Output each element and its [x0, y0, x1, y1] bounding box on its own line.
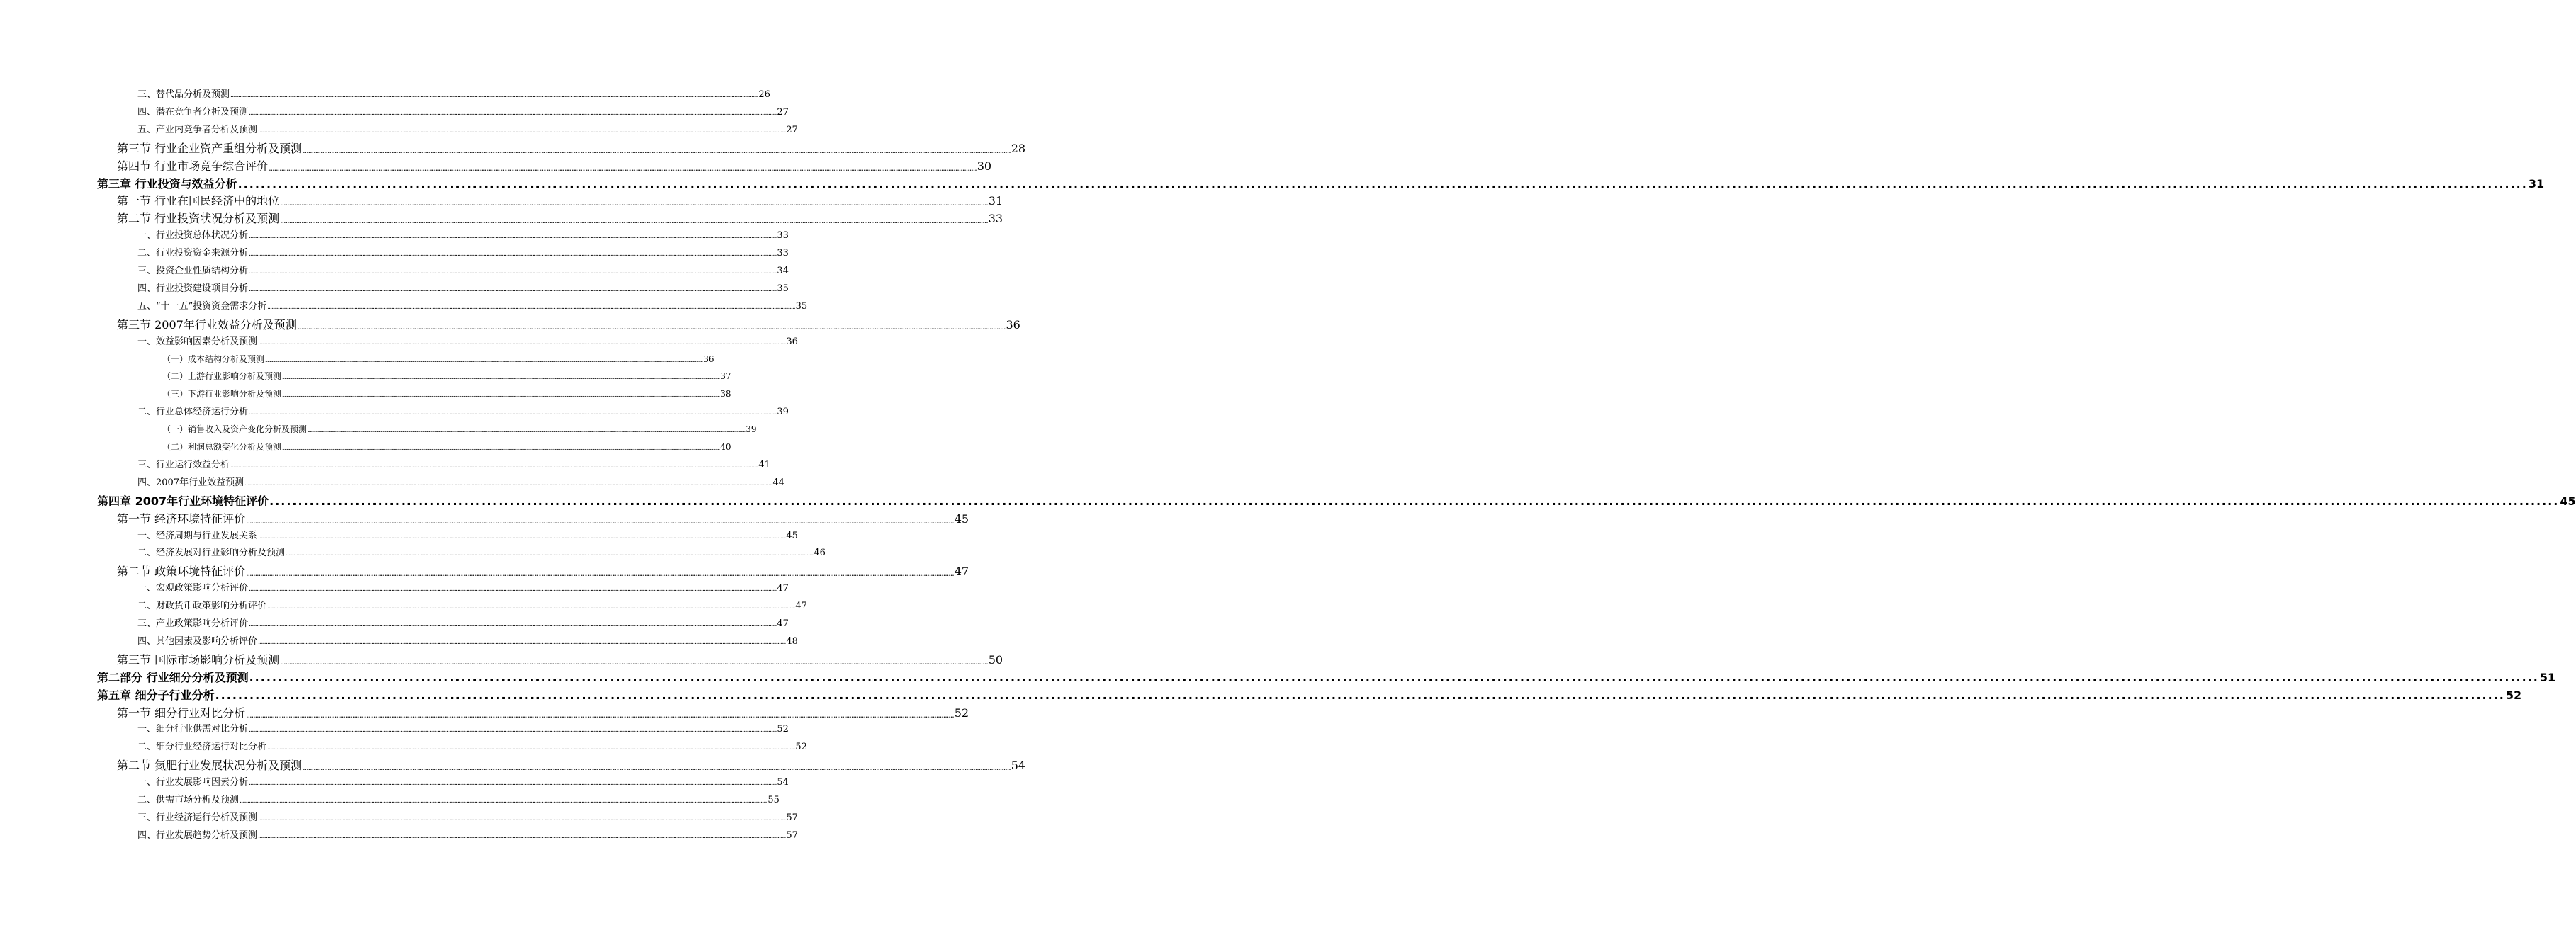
toc-dot-leader: ................................................................................................................................................................................................................................................................................................................................................................................................................: [258, 533, 786, 540]
toc-entry-item[interactable]: [137, 583, 789, 594]
toc-entry-page: 27: [777, 106, 789, 118]
toc-dot-leader: ................................................................................................................................................................................................................................................................................................................................................................................................................: [249, 409, 777, 417]
toc-entry-item[interactable]: [137, 618, 789, 629]
toc-entry-title: 五、“十一五”投资资金需求分析: [137, 300, 267, 312]
toc-entry-title: 三、行业经济运行分析及预测: [137, 812, 258, 823]
toc-entry-page: 34: [777, 266, 789, 276]
toc-entry-page: 39: [777, 407, 789, 418]
toc-entry-sub[interactable]: [162, 442, 731, 452]
toc-entry-title: 四、2007年行业效益预测: [137, 477, 244, 488]
toc-entry-chapter[interactable]: [97, 176, 2545, 191]
toc-dot-leader: ................................................................................................................................................................................................................................................................................................................................................................................................................: [244, 480, 772, 487]
toc-entry-item[interactable]: [137, 283, 789, 294]
toc-entry-title: 第五章 细分子行业分析: [97, 688, 215, 702]
toc-entry-page: 30: [977, 159, 992, 173]
toc-entry-title: 四、其他因素及影响分析评价: [137, 635, 258, 647]
toc-dot-leader: ................................................................................................................................................................................................................................................................................................................................................................................................................: [297, 322, 1006, 332]
toc-entry-title: 二、行业总体经济运行分析: [137, 407, 249, 418]
toc-entry-title: 第二节 政策环境特征评价: [117, 565, 246, 579]
toc-entry-section[interactable]: [117, 565, 969, 579]
toc-entry-title: 一、细分行业供需对比分析: [137, 724, 249, 735]
toc-dot-leader: ................................................................................................................................................................................................................................................................................................................................................................................................................: [249, 251, 777, 259]
toc-dot-leader: ................................................................................................................................................................................................................................................................................................................................................................................................................: [303, 145, 1011, 155]
toc-dot-leader: ................................................................................................................................................................................................................................................................................................................................................................................................................: [249, 780, 777, 788]
toc-entry-title: 第四章 2007年行业环境特征评价: [97, 494, 269, 508]
toc-entry-chapter[interactable]: [97, 494, 2576, 508]
toc-entry-title: 一、行业发展影响因素分析: [137, 777, 249, 788]
toc-entry-section[interactable]: [117, 652, 1003, 667]
toc-entry-page: 48: [786, 635, 798, 647]
toc-entry-item[interactable]: [137, 742, 807, 753]
toc-dot-leader: ................................................................................................................................................................................................................................................................................................................................................................................................................: [258, 815, 786, 822]
toc-dot-leader: ................................................................................................................................................................................................................................................................................................................................................................................................................: [265, 356, 703, 363]
toc-entry-page: 28: [1011, 141, 1026, 155]
toc-entry-section[interactable]: [117, 511, 969, 526]
toc-entry-title: （二）利润总额变化分析及预测: [162, 442, 282, 452]
toc-entry-section[interactable]: [117, 194, 1003, 208]
toc-entry-page: 36: [786, 336, 798, 347]
toc-dot-leader: ................................................................................................................................................................................................................................................................................................................................................................................................................: [282, 392, 720, 399]
toc-entry-item[interactable]: [137, 477, 784, 488]
toc-entry-section[interactable]: [117, 706, 969, 720]
toc-entry-page: 55: [767, 795, 780, 805]
toc-entry-page: 47: [954, 565, 969, 579]
toc-entry-item[interactable]: [137, 601, 807, 612]
toc-dot-leader: ................................................................................................................................................................................................................................................................................................................................................................................................................: [282, 374, 720, 381]
toc-dot-leader: ................................................................................................................................................................................................................................................................................................................................................................................................................: [246, 516, 954, 526]
toc-entry-page: 44: [772, 477, 784, 488]
toc-entry-title: 二、财政货币政策影响分析评价: [137, 601, 267, 612]
toc-entry-page: 54: [777, 777, 789, 788]
toc-entry-section[interactable]: [117, 141, 1026, 155]
toc-entry-page: 36: [1006, 317, 1020, 332]
toc-entry-title: 五、产业内竞争者分析及预测: [137, 124, 258, 135]
toc-entry-sub[interactable]: [162, 371, 731, 382]
toc-entry-item[interactable]: [137, 812, 798, 823]
toc-entry-item[interactable]: [137, 230, 789, 242]
toc-entry-page: 52: [954, 706, 969, 720]
toc-entry-page: 52: [2505, 688, 2522, 702]
toc-entry-title: （一）销售收入及资产变化分析及预测: [162, 424, 308, 435]
toc-entry-page: 52: [795, 742, 807, 753]
toc-dot-leader: ................................................................................................................................................................................................................................................................................................................................................................................................................: [246, 710, 954, 720]
toc-entry-page: 57: [786, 829, 798, 841]
toc-entry-section[interactable]: [117, 212, 1003, 226]
toc-entry-item[interactable]: [137, 635, 798, 647]
toc-dot-leader: ................................................................................................................................................................................................................................................................................................................................................................................................................: [267, 744, 795, 752]
toc-dot-leader: ................................................................................................................................................................................................................................................................................................................................................................................................................: [258, 832, 786, 840]
toc-entry-page: 31: [2528, 176, 2545, 191]
toc-entry-title: 三、替代品分析及预测: [137, 89, 230, 100]
toc-entry-page: 35: [795, 300, 808, 312]
toc-entry-page: 33: [988, 212, 1003, 226]
toc-dot-leader: ................................................................................................................................................................................................................................................................................................................................................................................................................: [249, 586, 777, 594]
toc-entry-title: 四、行业发展趋势分析及预测: [137, 829, 258, 841]
toc-entry-title: （三）下游行业影响分析及预测: [162, 389, 282, 400]
toc-entry-section[interactable]: [117, 317, 1020, 332]
toc-entry-title: 四、潜在竞争者分析及预测: [137, 106, 249, 118]
toc-entry-item[interactable]: [137, 724, 789, 735]
toc-dot-leader: ................................................................................................................................................................................................................................................................................................................................................................................................................: [237, 176, 2528, 191]
toc-entry-item[interactable]: [137, 106, 789, 118]
toc-entry-item[interactable]: [137, 336, 798, 347]
toc-entry-page: 36: [703, 353, 714, 364]
toc-entry-title: （二）上游行业影响分析及预测: [162, 371, 282, 382]
toc-dot-leader: ................................................................................................................................................................................................................................................................................................................................................................................................................: [303, 763, 1011, 773]
toc-entry-title: 三、产业政策影响分析评价: [137, 618, 249, 629]
toc-dot-leader: ................................................................................................................................................................................................................................................................................................................................................................................................................: [267, 604, 795, 611]
toc-dot-leader: ................................................................................................................................................................................................................................................................................................................................................................................................................: [246, 569, 954, 579]
toc-dot-leader: ................................................................................................................................................................................................................................................................................................................................................................................................................: [267, 303, 795, 311]
toc-entry-page: 50: [988, 652, 1003, 667]
toc-dot-leader: ................................................................................................................................................................................................................................................................................................................................................................................................................: [249, 285, 777, 293]
toc-entry-title: 三、行业运行效益分析: [137, 459, 230, 470]
toc-entry-title: 第三节 国际市场影响分析及预测: [117, 652, 280, 667]
toc-dot-leader: ................................................................................................................................................................................................................................................................................................................................................................................................................: [280, 216, 988, 226]
toc-dot-leader: ................................................................................................................................................................................................................................................................................................................................................................................................................: [269, 163, 977, 173]
toc-entry-page: 57: [786, 812, 798, 823]
toc-entry-title: 第二节 行业投资状况分析及预测: [117, 212, 280, 226]
toc-dot-leader: ................................................................................................................................................................................................................................................................................................................................................................................................................: [249, 233, 777, 241]
toc-entry-item[interactable]: [137, 530, 798, 541]
toc-entry-page: 46: [814, 548, 826, 559]
toc-entry-page: 31: [988, 194, 1003, 208]
toc-entry-item[interactable]: [137, 266, 789, 276]
toc-entry-item[interactable]: [137, 89, 770, 100]
toc-entry-title: 二、经济发展对行业影响分析及预测: [137, 548, 286, 559]
toc-entry-section[interactable]: [117, 759, 1026, 773]
toc-dot-leader: ................................................................................................................................................................................................................................................................................................................................................................................................................: [249, 109, 777, 117]
toc-entry-title: 二、供需市场分析及预测: [137, 795, 240, 805]
toc-dot-leader: ................................................................................................................................................................................................................................................................................................................................................................................................................: [258, 127, 786, 135]
toc-entry-page: 52: [777, 724, 789, 735]
toc-dot-leader: ................................................................................................................................................................................................................................................................................................................................................................................................................: [269, 494, 2560, 508]
toc-dot-leader: ................................................................................................................................................................................................................................................................................................................................................................................................................: [230, 462, 758, 470]
toc-entry-item[interactable]: [137, 795, 780, 805]
toc-entry-page: 35: [777, 283, 789, 294]
toc-entry-item[interactable]: [137, 300, 808, 312]
toc-entry-title: 第三节 行业企业资产重组分析及预测: [117, 141, 303, 155]
toc-entry-title: 一、行业投资总体状况分析: [137, 230, 249, 242]
toc-entry-page: 33: [777, 248, 789, 259]
toc-entry-page: 33: [777, 230, 789, 242]
toc-entry-page: 37: [720, 371, 731, 382]
toc-dot-leader: ................................................................................................................................................................................................................................................................................................................................................................................................................: [249, 670, 2539, 684]
toc-dot-leader: ................................................................................................................................................................................................................................................................................................................................................................................................................: [282, 445, 720, 451]
toc-entry-page: 27: [786, 124, 798, 135]
toc-dot-leader: ................................................................................................................................................................................................................................................................................................................................................................................................................: [280, 657, 988, 667]
toc-dot-leader: ................................................................................................................................................................................................................................................................................................................................................................................................................: [230, 92, 758, 99]
toc-entry-page: 54: [1011, 759, 1026, 773]
toc-dot-leader: ................................................................................................................................................................................................................................................................................................................................................................................................................: [308, 427, 746, 434]
toc-entry-title: 一、经济周期与行业发展关系: [137, 530, 258, 541]
toc-entry-title: （一）成本结构分析及预测: [162, 353, 265, 364]
toc-dot-leader: ................................................................................................................................................................................................................................................................................................................................................................................................................: [280, 198, 988, 208]
toc-dot-leader: ................................................................................................................................................................................................................................................................................................................................................................................................................: [258, 638, 786, 646]
toc-entry-page: 38: [720, 389, 731, 400]
toc-dot-leader: ................................................................................................................................................................................................................................................................................................................................................................................................................: [249, 268, 777, 276]
toc-entry-part[interactable]: [97, 670, 2556, 684]
toc-entry-page: 47: [777, 583, 789, 594]
toc-entry-title: 第三章 行业投资与效益分析: [97, 176, 237, 191]
toc-entry-page: 41: [758, 459, 770, 470]
toc-entry-item[interactable]: [137, 548, 826, 559]
toc-entry-title: 四、行业投资建设项目分析: [137, 283, 249, 294]
toc-entry-page: 39: [746, 424, 757, 435]
toc-entry-title: 第一节 行业在国民经济中的地位: [117, 194, 280, 208]
toc-entry-title: 第四节 行业市场竞争综合评价: [117, 159, 269, 173]
toc-dot-leader: ................................................................................................................................................................................................................................................................................................................................................................................................................: [258, 339, 786, 346]
toc-entry-page: 47: [777, 618, 789, 629]
toc-entry-title: 第二节 氮肥行业发展状况分析及预测: [117, 759, 303, 773]
toc-entry-page: 45: [786, 530, 798, 541]
toc-entry-item[interactable]: [137, 124, 798, 135]
toc-entry-page: 45: [954, 511, 969, 526]
toc-entry-page: 51: [2539, 670, 2556, 684]
toc-entry-section[interactable]: [117, 159, 992, 173]
toc-entry-title: 第一节 经济环境特征评价: [117, 511, 246, 526]
toc-dot-leader: ................................................................................................................................................................................................................................................................................................................................................................................................................: [215, 688, 2505, 702]
toc-dot-leader: ................................................................................................................................................................................................................................................................................................................................................................................................................: [249, 727, 777, 735]
toc-entry-item[interactable]: [137, 777, 789, 788]
toc-entry-page: 40: [720, 442, 731, 452]
toc-dot-leader: ................................................................................................................................................................................................................................................................................................................................................................................................................: [286, 550, 814, 558]
toc-dot-leader: ................................................................................................................................................................................................................................................................................................................................................................................................................: [249, 621, 777, 628]
toc-dot-leader: ................................................................................................................................................................................................................................................................................................................................................................................................................: [240, 798, 767, 805]
toc-entry-title: 第一节 细分行业对比分析: [117, 706, 246, 720]
toc-entry-title: 第二部分 行业细分分析及预测: [97, 670, 249, 684]
toc-entry-title: 一、效益影响因素分析及预测: [137, 336, 258, 347]
toc-entry-item[interactable]: [137, 459, 770, 470]
toc-entry-page: 45: [2560, 494, 2576, 508]
toc-entry-sub[interactable]: [162, 424, 757, 435]
toc-entry-title: 二、细分行业经济运行对比分析: [137, 742, 267, 753]
toc-entry-item[interactable]: [137, 248, 789, 259]
toc-entry-page: 26: [758, 89, 770, 100]
toc-entry-sub[interactable]: [162, 353, 714, 364]
toc-entry-title: 第三节 2007年行业效益分析及预测: [117, 317, 297, 332]
toc-entry-chapter[interactable]: [97, 688, 2522, 702]
toc-entry-item[interactable]: [137, 407, 789, 418]
toc-entry-title: 一、宏观政策影响分析评价: [137, 583, 249, 594]
toc-entry-title: 二、行业投资资金来源分析: [137, 248, 249, 259]
toc-entry-item[interactable]: [137, 829, 798, 841]
toc-entry-title: 三、投资企业性质结构分析: [137, 266, 249, 276]
toc-entry-sub[interactable]: [162, 389, 731, 400]
toc-entry-page: 47: [795, 601, 807, 612]
